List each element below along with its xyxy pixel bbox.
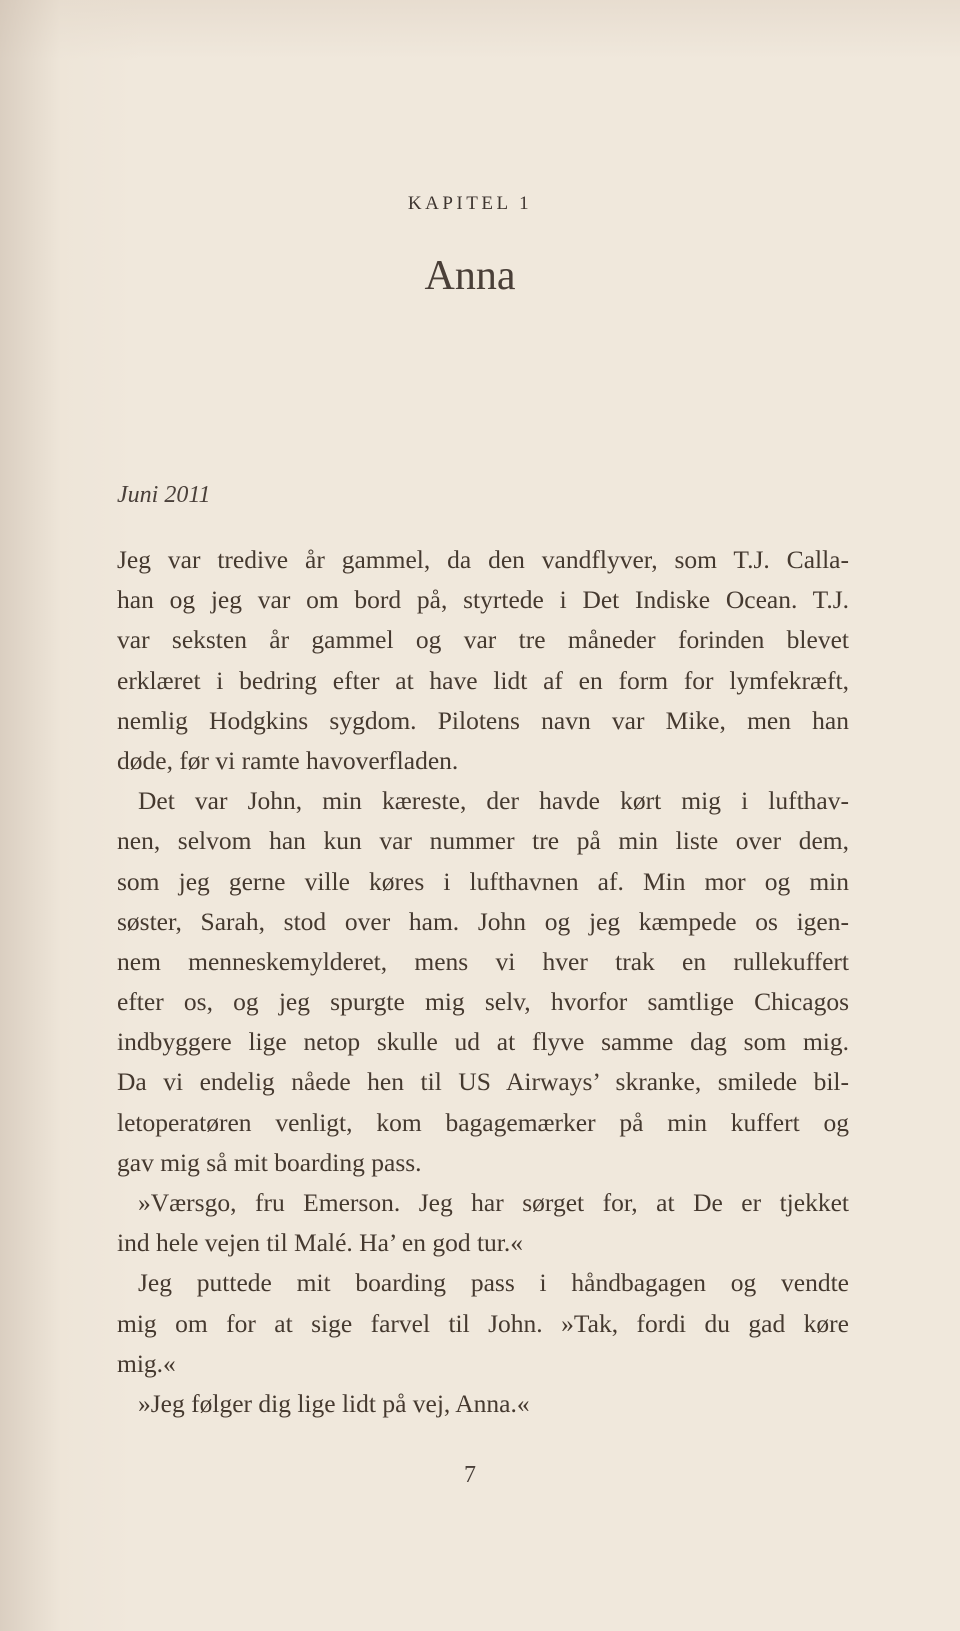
text-line: Da vi endelig nåede hen til US Airways’ skranke, smilede bil- <box>117 1067 849 1097</box>
text-line: »Værsgo, fru Emerson. Jeg har sørget for, at De er tjekket <box>138 1188 849 1217</box>
text-line: »Jeg følger dig lige lidt på vej, Anna.« <box>138 1388 530 1418</box>
text-line: indbyggere lige netop skulle ud at flyve samme dag som mig. <box>117 1027 849 1057</box>
dateline: Juni 2011 <box>117 482 211 508</box>
text-line: mig om for at sige farvel til John. »Tak, fordi du gad køre <box>117 1308 849 1338</box>
text-line: erklæret i bedring efter at have lidt af en form for lymfekræft, <box>117 665 849 695</box>
text-line: gav mig så mit boarding pass. <box>117 1147 422 1177</box>
page-number: 7 <box>464 1462 476 1488</box>
text-line: var seksten år gammel og var tre måneder forinden blevet <box>117 625 849 655</box>
body-text <box>117 540 849 1424</box>
text-line: Jeg var tredive år gammel, da den vandflyver, som T.J. Calla- <box>117 545 849 574</box>
text-line: nem menneskemylderet, mens vi hver trak en rullekuffert <box>117 946 849 976</box>
text-line: ind hele vejen til Malé. Ha’ en god tur.« <box>117 1228 523 1258</box>
text-line: Det var John, min kæreste, der havde kørt mig i lufthav- <box>138 786 849 816</box>
text-line: han og jeg var om bord på, styrtede i Det Indiske Ocean. T.J. <box>117 585 849 615</box>
chapter-label: KAPITEL 1 <box>407 193 533 214</box>
text-line: nen, selvom han kun var nummer tre på min liste over dem, <box>117 826 849 856</box>
text-line: søster, Sarah, stod over ham. John og jeg kæmpede os igen- <box>117 906 849 936</box>
chapter-title: Anna <box>424 253 516 299</box>
text-line: Jeg puttede mit boarding pass i håndbagagen og vendte <box>138 1268 849 1298</box>
text-line: som jeg gerne ville køres i lufthavnen af. Min mor og min <box>117 866 849 896</box>
text-line: letoperatøren venligt, kom bagagemærker på min kuffert og <box>117 1107 849 1137</box>
text-line: efter os, og jeg spurgte mig selv, hvorfor samtlige Chicagos <box>117 987 849 1017</box>
text-line: døde, før vi ramte havoverfladen. <box>117 745 459 775</box>
text-line: nemlig Hodgkins sygdom. Pilotens navn var Mike, men han <box>117 705 849 735</box>
text-line: mig.« <box>117 1348 176 1378</box>
